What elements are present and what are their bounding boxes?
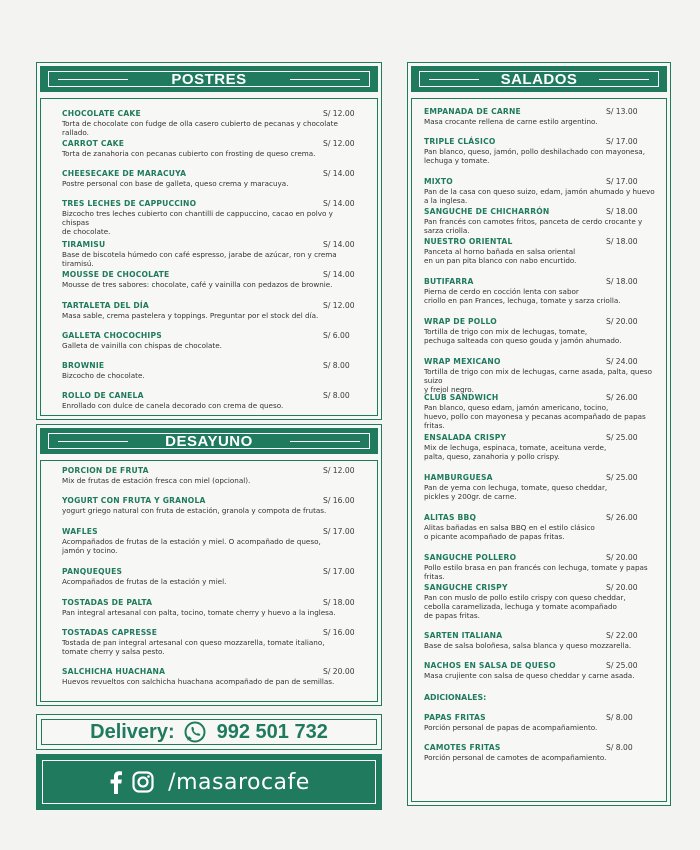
menu-item-name: WAFLES [62,527,98,536]
menu-item [62,331,362,350]
menu-item-name: SANGUCHE CRISPY [424,583,508,592]
social-handle[interactable]: /masarocafe [168,769,310,795]
menu-item-description: Mousse de tres sabores: chocolate, café y vainilla con pedazos de brownie. [62,280,333,289]
postres-panel [36,62,382,420]
menu-item [62,391,362,410]
menu-item [62,567,362,586]
menu-item-description: Masa crujiente con salsa de queso cheddar y carne asada. [424,671,635,680]
menu-item [62,598,362,617]
menu-item-price: S/ 14.00 [323,199,355,208]
menu-item-name: CLUB SANDWICH [424,393,499,402]
salados-header [411,66,667,92]
menu-item-description: Panceta al horno bañada en salsa oriental en un pan pita blanco con nabo encurtido. [424,247,577,265]
menu-item-name: TIRAMISU [62,240,106,249]
menu-item [62,139,362,158]
menu-item-description: Pan con muslo de pollo estilo crispy con queso cheddar, cebolla caramelizada, lechuga y tomate acompañado de papas fritas. [424,593,626,620]
menu-item-price: S/ 14.00 [323,169,355,178]
menu-item [424,177,659,205]
menu-item-description: Pan blanco, queso edam, jamón americano, tocino, huevo, pollo con mayonesa y pecanas acompañado de papas fritas. [424,403,646,430]
menu-item-name: ROLLO DE CANELA [62,391,144,400]
menu-item-price: S/ 17.00 [606,177,638,186]
menu-item [424,583,659,620]
menu-item-description: Pan integral artesanal con palta, tocino, tomate cherry y huevo a la inglesa. [62,608,336,617]
menu-item-price: S/ 18.00 [606,207,638,216]
desayuno-panel [36,424,382,706]
menu-item-name: TRIPLE CLÁSICO [424,137,496,146]
menu-item-description: Galleta de vainilla con chispas de chocolate. [62,341,222,350]
menu-item [424,553,659,581]
menu-item-description: yogurt griego natural con fruta de estación, granola y compota de frutas. [62,506,327,515]
menu-item-description: Tortilla de trigo con mix de lechugas, tomate, pechuga salteada con queso gouda y jamón ahumado. [424,327,622,345]
menu-item-name: HAMBURGUESA [424,473,493,482]
menu-item-price: S/ 17.00 [606,137,638,146]
menu-item-name: NACHOS EN SALSA DE QUESO [424,661,556,670]
menu-item-price: S/ 20.00 [606,317,638,326]
menu-item-price: S/ 26.00 [606,513,638,522]
menu-item [424,357,659,394]
menu-item-description: Pan francés con camotes fritos, panceta de cerdo crocante y sarza criolla. [424,217,643,235]
menu-item-name: WRAP DE POLLO [424,317,497,326]
menu-item-name: SANGUCHE POLLERO [424,553,517,562]
menu-item-name: ALITAS BBQ [424,513,477,522]
menu-item-description: Torta de zanahoria con pecanas cubierto con frosting de queso crema. [62,149,316,158]
menu-item [424,433,659,461]
menu-item [62,527,362,555]
menu-item-name: CHOCOLATE CAKE [62,109,141,118]
menu-item [62,199,362,236]
menu-item [62,496,362,515]
menu-item-description: Pan de la casa con queso suizo, edam, jamón ahumado y huevo a la inglesa. [424,187,655,205]
menu-item [424,631,659,650]
menu-item [424,713,659,732]
menu-item-description: Pan blanco, queso, jamón, pollo deshilachado con mayonesa, lechuga y tomate. [424,147,646,165]
menu-item [424,137,659,165]
delivery-phone[interactable]: 992 501 732 [216,720,328,743]
menu-item [424,513,659,541]
menu-item-description: Pollo estilo brasa en pan francés con lechuga, tomate y papas fritas. [424,563,648,581]
menu-item-price: S/ 20.00 [323,667,355,676]
menu-item-description: Torta de chocolate con fudge de olla casero cubierto de pecanas y chocolate rallado. [62,119,338,137]
menu-item [62,109,362,137]
menu-item-description: Postre personal con base de galleta, queso crema y maracuya. [62,179,289,188]
menu-item-name: BUTIFARRA [424,277,474,286]
menu-item-price: S/ 14.00 [323,270,355,279]
menu-item-price: S/ 16.00 [323,628,355,637]
menu-item [424,661,659,680]
menu-item [424,237,659,265]
menu-item-name: BROWNIE [62,361,105,370]
menu-item-name: TRES LECHES DE CAPPUCCINO [62,199,197,208]
menu-item-name: ENSALADA CRISPY [424,433,507,442]
menu-item-description: Pan de yema con lechuga, tomate, queso cheddar, pickles y 200gr. de carne. [424,483,608,501]
menu-item-name: SANGUCHE DE CHICHARRÓN [424,207,550,216]
menu-item [424,473,659,501]
menu-item-price: S/ 16.00 [323,496,355,505]
menu-item-price: S/ 12.00 [323,466,355,475]
menu-item-name: GALLETA CHOCOCHIPS [62,331,162,340]
menu-item-name: CHEESECAKE DE MARACUYA [62,169,187,178]
menu-item-price: S/ 8.00 [606,743,633,752]
menu-item-price: S/ 18.00 [606,277,638,286]
whatsapp-icon [183,720,207,744]
menu-item [62,628,362,656]
menu-item-description: Masa crocante rellena de carne estilo argentino. [424,117,598,126]
menu-item [424,277,659,305]
menu-item-price: S/ 18.00 [606,237,638,246]
menu-item-name: CAMOTES FRITAS [424,743,501,752]
menu-item-description: Mix de lechuga, espinaca, tomate, aceituna verde, palta, queso, zanahoria y pollo crispy. [424,443,607,461]
menu-item [424,743,659,762]
menu-item-price: S/ 12.00 [323,301,355,310]
menu-item-description: Acompañados de frutas de la estación y miel. O acompañado de queso, jamón y tocino. [62,537,321,555]
menu-item-description: Acompañados de frutas de la estación y miel. [62,577,227,586]
desayuno-title: DESAYUNO [165,432,253,450]
menu-item-name: PAPAS FRITAS [424,713,486,722]
menu-item-description: Enrollado con dulce de canela decorado con crema de queso. [62,401,284,410]
menu-item-price: S/ 8.00 [606,713,633,722]
menu-item [424,393,659,430]
salados-title: SALADOS [500,70,578,88]
menu-item-price: S/ 20.00 [606,583,638,592]
menu-item [62,240,362,268]
menu-item-description: Base de biscotela húmedo con café espresso, jarabe de azúcar, ron y crema tiramisú. [62,250,337,268]
menu-item-description: Pierna de cerdo en cocción lenta con sabor criollo en pan Frances, lechuga, tomate y sarza criolla. [424,287,621,305]
desayuno-header [40,428,378,454]
menu-item-name: MIXTO [424,177,453,186]
postres-header [40,66,378,92]
menu-item-price: S/ 18.00 [323,598,355,607]
salados-panel [407,62,671,806]
menu-item-price: S/ 25.00 [606,473,638,482]
menu-item [424,317,659,345]
menu-item-name: EMPANADA DE CARNE [424,107,521,116]
social-box [36,754,382,810]
menu-item-description: Alitas bañadas en salsa BBQ en el estilo clásico o picante acompañado de papas fritas. [424,523,595,541]
menu-item-price: S/ 24.00 [606,357,638,366]
menu-item-description: Tostada de pan integral artesanal con queso mozzarella, tomate italiano, tomate cherry y salsa pesto. [62,638,325,656]
menu-item-price: S/ 25.00 [606,433,638,442]
menu-item-name: TARTALETA DEL DÍA [62,301,149,310]
menu-item-description: Masa sable, crema pastelera y toppings. Preguntar por el stock del día. [62,311,319,320]
menu-item-price: S/ 13.00 [606,107,638,116]
menu-item-description: Porción personal de papas de acompañamiento. [424,723,598,732]
menu-item-name: PORCION DE FRUTA [62,466,149,475]
menu-item-name: MOUSSE DE CHOCOLATE [62,270,170,279]
menu-item-description: Bizcocho tres leches cubierto con chantilli de cappuccino, cacao en polvo y chispas de chocolate. [62,209,333,236]
menu-item-name: SALCHICHA HUACHANA [62,667,166,676]
menu-item [424,207,659,235]
adicionales-label: ADICIONALES: [424,693,487,702]
delivery-box [36,714,382,750]
menu-item-name: TOSTADAS CAPRESSE [62,628,158,637]
menu-item-price: S/ 12.00 [323,139,355,148]
menu-item-price: S/ 14.00 [323,240,355,249]
menu-item-description: Porción personal de camotes de acompañamiento. [424,753,607,762]
menu-item-name: TOSTADAS DE PALTA [62,598,153,607]
menu-item-name: WRAP MEXICANO [424,357,501,366]
menu-item-name: CARROT CAKE [62,139,125,148]
postres-title: POSTRES [171,70,247,88]
menu-item-name: SARTEN ITALIANA [424,631,503,640]
menu-item-name: YOGURT CON FRUTA Y GRANOLA [62,496,206,505]
menu-item [62,270,362,289]
menu-item [62,301,362,320]
instagram-icon[interactable] [132,771,154,793]
menu-item-name: NUESTRO ORIENTAL [424,237,513,246]
menu-item-price: S/ 20.00 [606,553,638,562]
menu-item-name: PANQUEQUES [62,567,123,576]
menu-item-description: Tortilla de trigo con mix de lechugas, carne asada, palta, queso suizo y frejol negro. [424,367,653,394]
menu-item-price: S/ 25.00 [606,661,638,670]
menu-item [62,667,362,686]
menu-item-price: S/ 6.00 [323,331,350,340]
menu-item-description: Base de salsa boloñesa, salsa blanca y queso mozzarella. [424,641,632,650]
menu-item-price: S/ 12.00 [323,109,355,118]
menu-item-price: S/ 26.00 [606,393,638,402]
delivery-label: Delivery: [90,720,175,743]
menu-item-price: S/ 8.00 [323,391,350,400]
menu-item [62,361,362,380]
menu-item [62,169,362,188]
menu-item-price: S/ 8.00 [323,361,350,370]
menu-item-description: Bizcocho de chocolate. [62,371,145,380]
menu-item-description: Mix de frutas de estación fresca con miel (opcional). [62,476,251,485]
facebook-icon[interactable] [108,770,124,794]
menu-item [424,107,659,126]
menu-item-price: S/ 17.00 [323,567,355,576]
menu-item-price: S/ 17.00 [323,527,355,536]
menu-item [62,466,362,485]
menu-item-price: S/ 22.00 [606,631,638,640]
menu-item-description: Huevos revueltos con salchicha huachana acompañado de pan de semillas. [62,677,335,686]
